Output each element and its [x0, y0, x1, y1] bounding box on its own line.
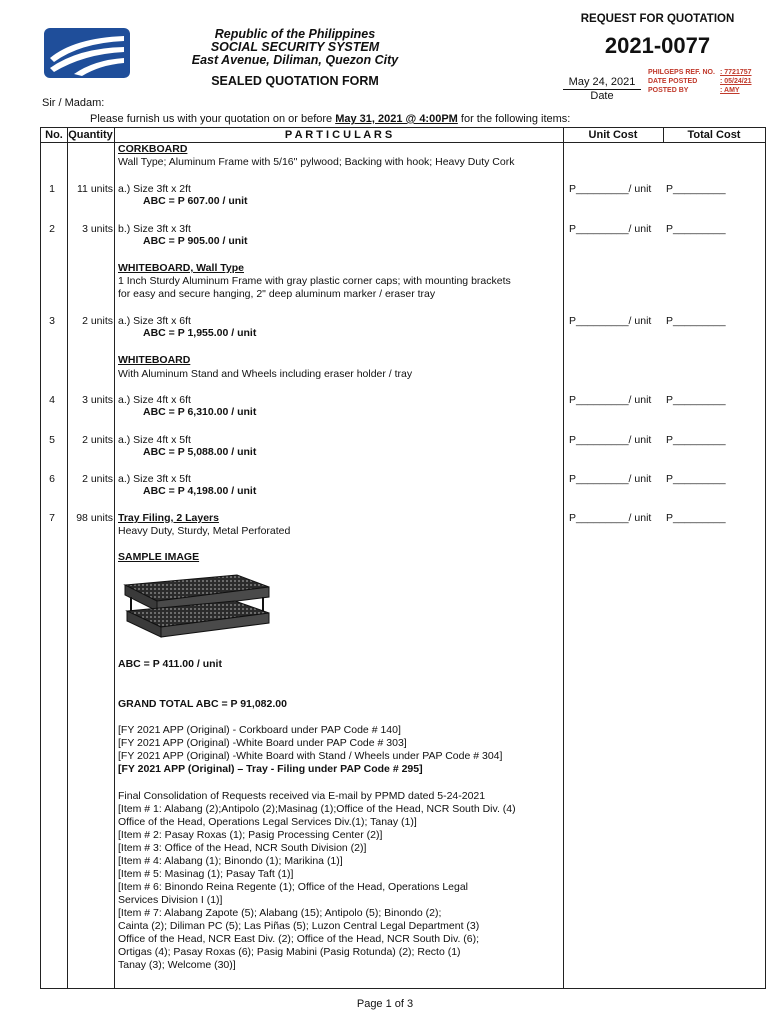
page-number: Page 1 of 3 — [356, 998, 414, 1010]
consolidation-line: Cainta (2); Diliman PC (5); Las Piñas (5); Luzon Central Legal Department (3) — [118, 920, 480, 932]
consolidation-line: [Item # 7: Alabang Zapote (5); Alabang (15); Antipolo (5); Binondo (2); — [118, 907, 442, 919]
whiteboard-wall-desc: 1 Inch Sturdy Aluminum Frame with gray plastic corner caps; with mounting brackets — [118, 275, 511, 287]
date-posted-value: : 05/24/21 — [720, 78, 752, 85]
deadline: May 31, 2021 @ 4:00PM — [335, 113, 458, 125]
item-no: 2 — [49, 223, 55, 235]
item-size: b.) Size 3ft x 3ft — [118, 223, 191, 235]
consolidation-line: [Item # 4: Alabang (1); Binondo (1); Marikina (1)] — [118, 855, 343, 867]
consolidation-line: Final Consolidation of Requests received via E-mail by PPMD dated 5-24-2021 — [118, 790, 486, 802]
total-blank: P_________ — [666, 473, 726, 485]
app-line: [FY 2021 APP (Original) -White Board with Stand / Wheels under PAP Code # 304] — [118, 750, 503, 762]
app-line: [FY 2021 APP (Original) -White Board under PAP Code # 303] — [118, 737, 407, 749]
philgeps-label: PHILGEPS REF. NO. — [648, 69, 715, 76]
item-size: a.) Size 3ft x 2ft — [118, 183, 191, 195]
tray-title: Tray Filing, 2 Layers — [118, 512, 219, 524]
consolidation-line: [Item # 2: Pasay Roxas (1); Pasig Processing Center (2)] — [118, 829, 383, 841]
item-size: a.) Size 3ft x 5ft — [118, 473, 191, 485]
unit-price-blank: P_________/ unit — [569, 223, 652, 235]
item-size: a.) Size 3ft x 6ft — [118, 315, 191, 327]
form-title: SEALED QUOTATION FORM — [211, 74, 379, 88]
rfq-label: REQUEST FOR QUOTATION — [580, 13, 735, 25]
whiteboard-wall-desc-2: for easy and secure hanging, 2" deep aluminum marker / eraser tray — [118, 288, 436, 300]
consolidation-line: Services Division I (1)] — [118, 894, 223, 906]
corkboard-desc: Wall Type; Aluminum Frame with 5/16" pylwood; Backing with hook; Heavy Duty Cork — [118, 156, 515, 168]
unit-price-blank: P_________/ unit — [569, 473, 652, 485]
item-abc: ABC = P 5,088.00 / unit — [143, 446, 257, 458]
date-posted-label: DATE POSTED — [648, 78, 698, 85]
salutation: Sir / Madam: — [42, 97, 105, 109]
item-no: 5 — [49, 434, 55, 446]
header-unit-cost: Unit Cost — [588, 129, 638, 141]
quotation-table — [40, 127, 766, 989]
whiteboard-wall-title: WHITEBOARD, Wall Type — [118, 262, 244, 274]
item-no: 4 — [49, 394, 55, 406]
whiteboard-stand-title: WHITEBOARD — [118, 354, 191, 366]
total-blank: P_________ — [666, 223, 726, 235]
item-no: 3 — [49, 315, 55, 327]
total-blank: P_________ — [666, 394, 726, 406]
unit-price-blank: P_________/ unit — [569, 434, 652, 446]
tray-abc: ABC = P 411.00 / unit — [118, 658, 222, 670]
instruction — [90, 113, 570, 125]
item-no: 7 — [49, 512, 55, 524]
sample-image-title: SAMPLE IMAGE — [118, 551, 200, 563]
item-size: a.) Size 4ft x 6ft — [118, 394, 191, 406]
header-particulars: P A R T I C U L A R S — [284, 129, 393, 141]
item-no: 1 — [49, 183, 55, 195]
posted-by-label: POSTED BY — [648, 87, 689, 94]
total-blank: P_________ — [666, 434, 726, 446]
philgeps-value: : 7721757 — [720, 69, 752, 76]
total-blank: P_________ — [666, 315, 726, 327]
sss-logo — [44, 28, 130, 78]
item-qty: 2 units — [82, 473, 113, 485]
app-line: [FY 2021 APP (Original) - Corkboard under PAP Code # 140] — [118, 724, 401, 736]
app-line: [FY 2021 APP (Original) – Tray - Filing under PAP Code # 295] — [118, 763, 423, 775]
header-quantity: Quantity — [68, 129, 113, 141]
instruction-post: for the following items: — [457, 113, 571, 125]
posted-by-value: : AMY — [720, 87, 740, 94]
consolidation-line: [Item # 6: Binondo Reina Regente (1); Office of the Head, Operations Legal — [118, 881, 469, 893]
item-qty: 98 units — [76, 512, 113, 524]
header-no: No. — [45, 129, 63, 141]
corkboard-title: CORKBOARD — [118, 143, 188, 155]
item-qty: 2 units — [82, 315, 113, 327]
agency-name: SOCIAL SECURITY SYSTEM — [210, 40, 380, 54]
item-abc: ABC = P 1,955.00 / unit — [143, 327, 257, 339]
consolidation-line: [Item # 3: Office of the Head, NCR South Division (2)] — [118, 842, 367, 854]
tray-filing-image — [117, 571, 277, 641]
consolidation-line: Office of the Head, NCR East Div. (2); Office of the Head, NCR South Div. (6); — [118, 933, 480, 945]
consolidation-line: [Item # 1: Alabang (2);Antipolo (2);Masinag (1);Office of the Head, NCR South Div. (4) — [118, 803, 516, 815]
consolidation-line: Tanay (3); Welcome (30)] — [118, 959, 236, 971]
agency-address: East Avenue, Diliman, Quezon City — [191, 53, 399, 67]
philgeps-ref — [648, 68, 752, 95]
consolidation-line: [Item # 5: Masinag (1); Pasay Taft (1)] — [118, 868, 294, 880]
unit-price-blank: P_________/ unit — [569, 183, 652, 195]
item-abc: ABC = P 905.00 / unit — [143, 235, 248, 247]
total-blank: P_________ — [666, 512, 726, 524]
date-label: Date — [590, 90, 614, 102]
republic-text: Republic of the Philippines — [214, 27, 376, 41]
item-qty: 3 units — [82, 223, 113, 235]
item-qty: 3 units — [82, 394, 113, 406]
item-qty: 11 units — [77, 183, 113, 195]
rfq-number: 2021-0077 — [604, 33, 711, 58]
unit-price-blank: P_________/ unit — [569, 394, 652, 406]
instruction-pre: Please furnish us with your quotation on or before — [90, 113, 336, 125]
grand-total: GRAND TOTAL ABC = P 91,082.00 — [118, 698, 287, 710]
unit-price-blank: P_________/ unit — [569, 315, 652, 327]
item-abc: ABC = P 607.00 / unit — [143, 195, 248, 207]
item-no: 6 — [49, 473, 55, 485]
consolidation-line: Office of the Head, Operations Legal Services Div.(1); Tanay (1)] — [118, 816, 417, 828]
whiteboard-stand-desc: With Aluminum Stand and Wheels including eraser holder / tray — [118, 368, 413, 380]
tray-desc: Heavy Duty, Sturdy, Metal Perforated — [118, 525, 291, 537]
item-abc: ABC = P 4,198.00 / unit — [143, 485, 257, 497]
total-blank: P_________ — [666, 183, 726, 195]
header-total-cost: Total Cost — [687, 129, 741, 141]
date-block — [563, 76, 641, 102]
unit-price-blank: P_________/ unit — [569, 512, 652, 524]
date-value: May 24, 2021 — [563, 76, 641, 90]
item-abc: ABC = P 6,310.00 / unit — [143, 406, 257, 418]
item-size: a.) Size 4ft x 5ft — [118, 434, 191, 446]
item-qty: 2 units — [82, 434, 113, 446]
consolidation-line: Ortigas (4); Pasay Roxas (6); Pasig Mabini (Pasig Rotunda) (2); Recto (1) — [118, 946, 461, 958]
